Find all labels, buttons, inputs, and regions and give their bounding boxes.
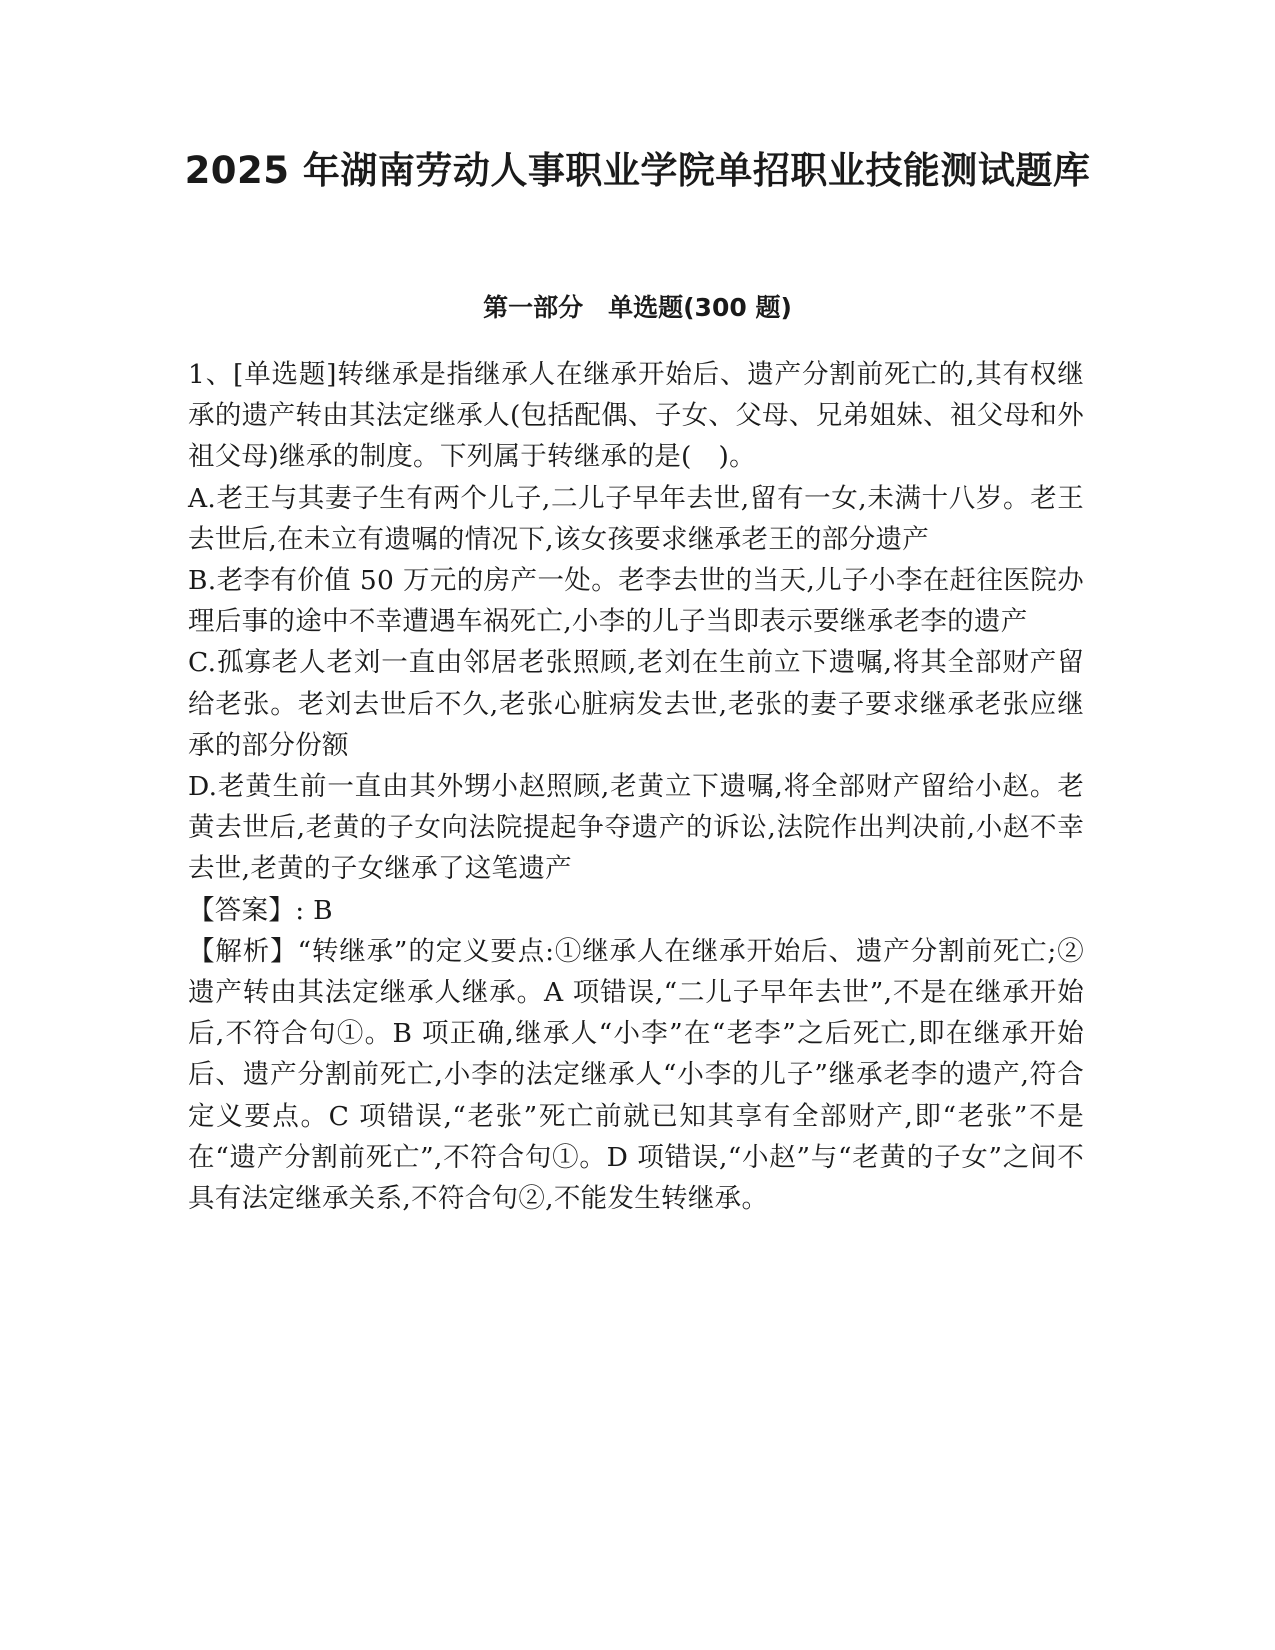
question-block <box>188 354 1084 1219</box>
answer-line: 【答案】: B <box>188 894 333 926</box>
analysis-paragraph: 【解析】“转继承”的定义要点:①继承人在继承开始后、遗产分割前死亡;②遗产转由其法定继承人继承。A 项错误,“二儿子早年去世”,不是在继承开始后,不符合句①。B 项正确,继承人“小李”在“老李”之后死亡,即在继承开始后、遗产分割前死亡,小李的法定继承人“小李的儿子”继承老李的遗产,符合定义要点。C 项错误,“老张”死亡前就已知其享有全部财产,即“老张”不是在“遗产分割前死亡”,不符合句①。D 项错误,“小赵”与“老黄的子女”之间不具有法定继承关系,不符合句②,不能发生转继承。 <box>188 935 1084 1215</box>
question-stem: 1、[单选题]转继承是指继承人在继承开始后、遗产分割前死亡的,其有权继承的遗产转由其法定继承人(包括配偶、子女、父母、兄弟姐妹、祖父母和外祖父母)继承的制度。下列属于转继承的是( )。 <box>188 359 1084 473</box>
option-b: B.老李有价值 50 万元的房产一处。老李去世的当天,儿子小李在赶往医院办理后事的途中不幸遭遇车祸死亡,小李的儿子当即表示要继承老李的遗产 <box>188 565 1084 638</box>
option-a: A.老王与其妻子生有两个儿子,二儿子早年去世,留有一女,未满十八岁。老王去世后,在未立有遗嘱的情况下,该女孩要求继承老王的部分遗产 <box>188 482 1084 555</box>
option-c: C.孤寡老人老刘一直由邻居老张照顾,老刘在生前立下遗嘱,将其全部财产留给老张。老刘去世后不久,老张心脏病发去世,老张的妻子要求继承老张应继承的部分份额 <box>188 647 1084 761</box>
option-d: D.老黄生前一直由其外甥小赵照顾,老黄立下遗嘱,将全部财产留给小赵。老黄去世后,老黄的子女向法院提起争夺遗产的诉讼,法院作出判决前,小赵不幸去世,老黄的子女继承了这笔遗产 <box>188 771 1084 885</box>
section-heading: 第一部分 单选题(300 题) <box>483 293 792 322</box>
document-title: 2025 年湖南劳动人事职业学院单招职业技能测试题库 <box>184 149 1091 192</box>
